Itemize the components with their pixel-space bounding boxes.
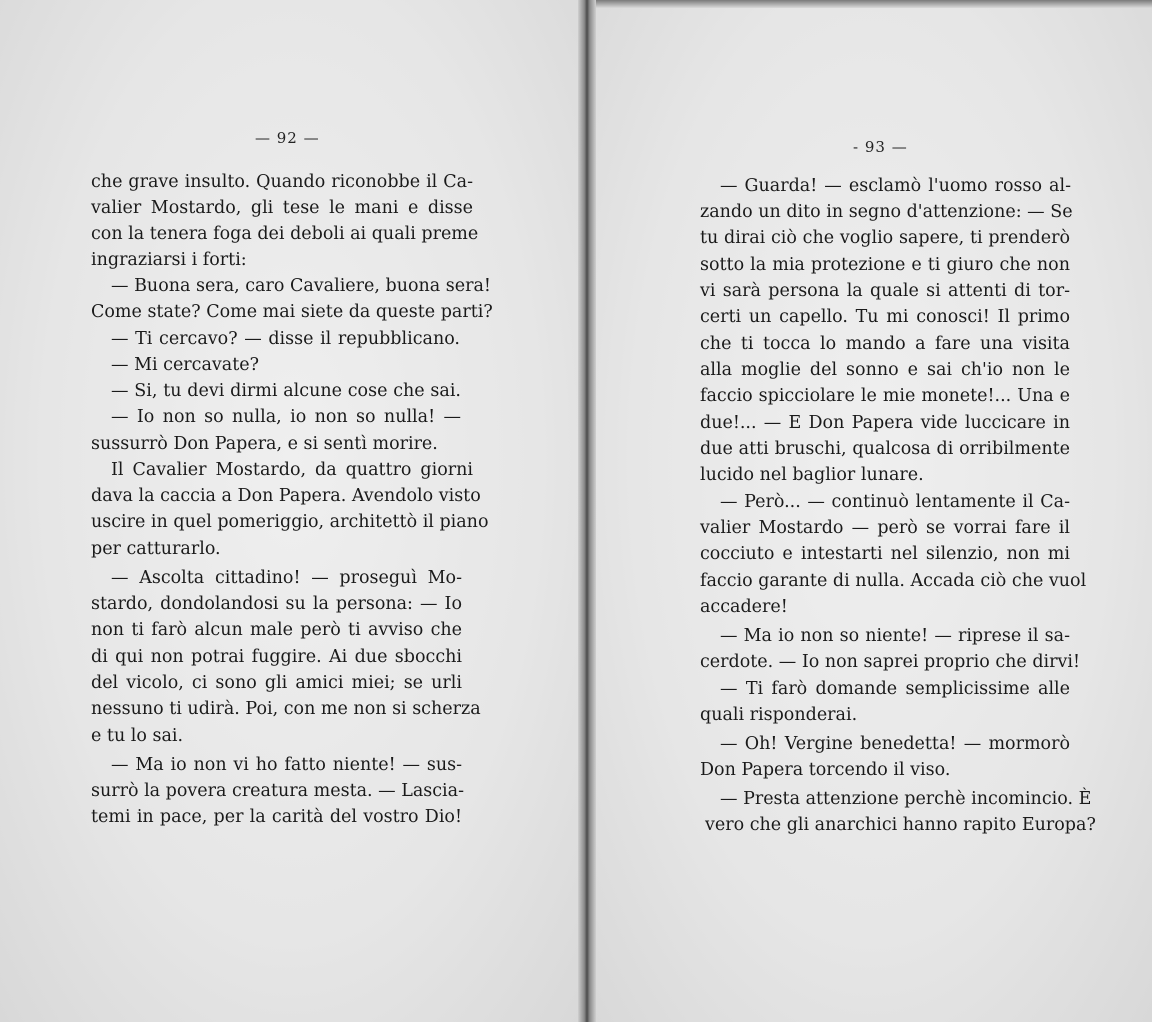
text-line: faccio garante di nulla. Accada ciò che vuol xyxy=(700,571,1087,591)
text-line: vero che gli anarchici hanno rapito Europa? xyxy=(705,815,1096,835)
text-line: certi un capello. Tu mi conosci! Il primo xyxy=(700,307,1070,327)
text-line: per catturarlo. xyxy=(91,539,221,559)
text-line: — Ma io non vi ho fatto niente! — sus- xyxy=(111,755,462,775)
text-line: — Oh! Vergine benedetta! — mormorò xyxy=(720,734,1070,754)
text-line: temi in pace, per la carità del vostro Dio! xyxy=(91,807,462,827)
text-line: — Però... — continuò lentamente il Ca- xyxy=(720,492,1070,512)
text-line: — Ti cercavo? — disse il repubblicano. xyxy=(111,329,460,349)
text-line: surrò la povera creatura mesta. — Lascia- xyxy=(91,781,465,801)
text-line: — Presta attenzione perchè incomincio. È xyxy=(720,789,1092,809)
text-line: valier Mostardo, gli tese le mani e disse xyxy=(91,198,473,218)
text-line: accadere! xyxy=(700,597,788,617)
text-line: valier Mostardo — però se vorrai fare il xyxy=(700,518,1070,538)
text-line: che ti tocca lo mando a fare una visita xyxy=(700,334,1070,354)
text-line: uscire in quel pomeriggio, architettò il piano xyxy=(91,512,489,532)
text-line: del vicolo, ci sono gli amici miei; se urli xyxy=(91,673,462,693)
text-line: vi sarà persona la quale si attenti di tor- xyxy=(700,281,1070,301)
text-line: tu dirai ciò che voglio sapere, ti prenderò xyxy=(700,228,1070,248)
text-line: di qui non potrai fuggire. Ai due sbocchi xyxy=(91,647,462,667)
text-line: due!... — E Don Papera vide luccicare in xyxy=(700,413,1070,433)
text-line: stardo, dondolandosi su la persona: — Io xyxy=(91,594,462,614)
text-line: cocciuto e intestarti nel silenzio, non mi xyxy=(700,544,1070,564)
text-line: — Mi cercavate? xyxy=(111,355,259,375)
text-line: non ti farò alcun male però ti avviso che xyxy=(91,620,462,640)
text-line: — Ma io non so niente! — riprese il sa- xyxy=(720,626,1070,646)
text-line: Don Papera torcendo il viso. xyxy=(700,760,951,780)
text-line: — Io non so nulla, io non so nulla! — xyxy=(111,407,461,427)
text-line: lucido nel baglior lunare. xyxy=(700,465,924,485)
text-line: che grave insulto. Quando riconobbe il Ca- xyxy=(91,172,473,192)
text-line: dava la caccia a Don Papera. Avendolo visto xyxy=(91,486,481,506)
text-line: Il Cavalier Mostardo, da quattro giorni xyxy=(111,460,473,480)
text-line: sussurrò Don Papera, e si sentì morire. xyxy=(91,434,438,454)
page-edge-shadow xyxy=(596,0,1152,8)
text-line: faccio spicciolare le mie monete!... Una e xyxy=(700,386,1070,406)
text-line: due atti bruschi, qualcosa di orribilmente xyxy=(700,439,1070,459)
text-line: cerdote. — Io non saprei proprio che dirvi! xyxy=(700,652,1081,672)
text-line: ingraziarsi i forti: xyxy=(91,250,247,270)
text-line: sotto la mia protezione e ti giuro che non xyxy=(700,255,1070,275)
text-line: con la tenera foga dei deboli ai quali preme xyxy=(91,224,479,244)
text-line: — Buona sera, caro Cavaliere, buona sera! xyxy=(111,276,491,296)
page-number-right: - 93 — xyxy=(853,138,908,156)
text-line: — Ascolta cittadino! — proseguì Mo- xyxy=(111,568,462,588)
text-line: alla moglie del sonno e sai ch'io non le xyxy=(700,360,1070,380)
text-line: nessuno ti udirà. Poi, con me non si scherza xyxy=(91,699,481,719)
book-gutter xyxy=(578,0,596,1022)
text-line: — Guarda! — esclamò l'uomo rosso al- xyxy=(720,176,1071,196)
text-line: Come state? Come mai siete da queste parti? xyxy=(91,302,493,322)
text-line: zando un dito in segno d'attenzione: — Se xyxy=(700,202,1073,222)
text-line: — Ti farò domande semplicissime alle xyxy=(720,679,1070,699)
page-number-left: — 92 — xyxy=(255,129,320,147)
text-line: — Si, tu devi dirmi alcune cose che sai. xyxy=(111,381,461,401)
text-line: e tu lo sai. xyxy=(91,726,184,746)
text-line: quali risponderai. xyxy=(700,705,858,725)
